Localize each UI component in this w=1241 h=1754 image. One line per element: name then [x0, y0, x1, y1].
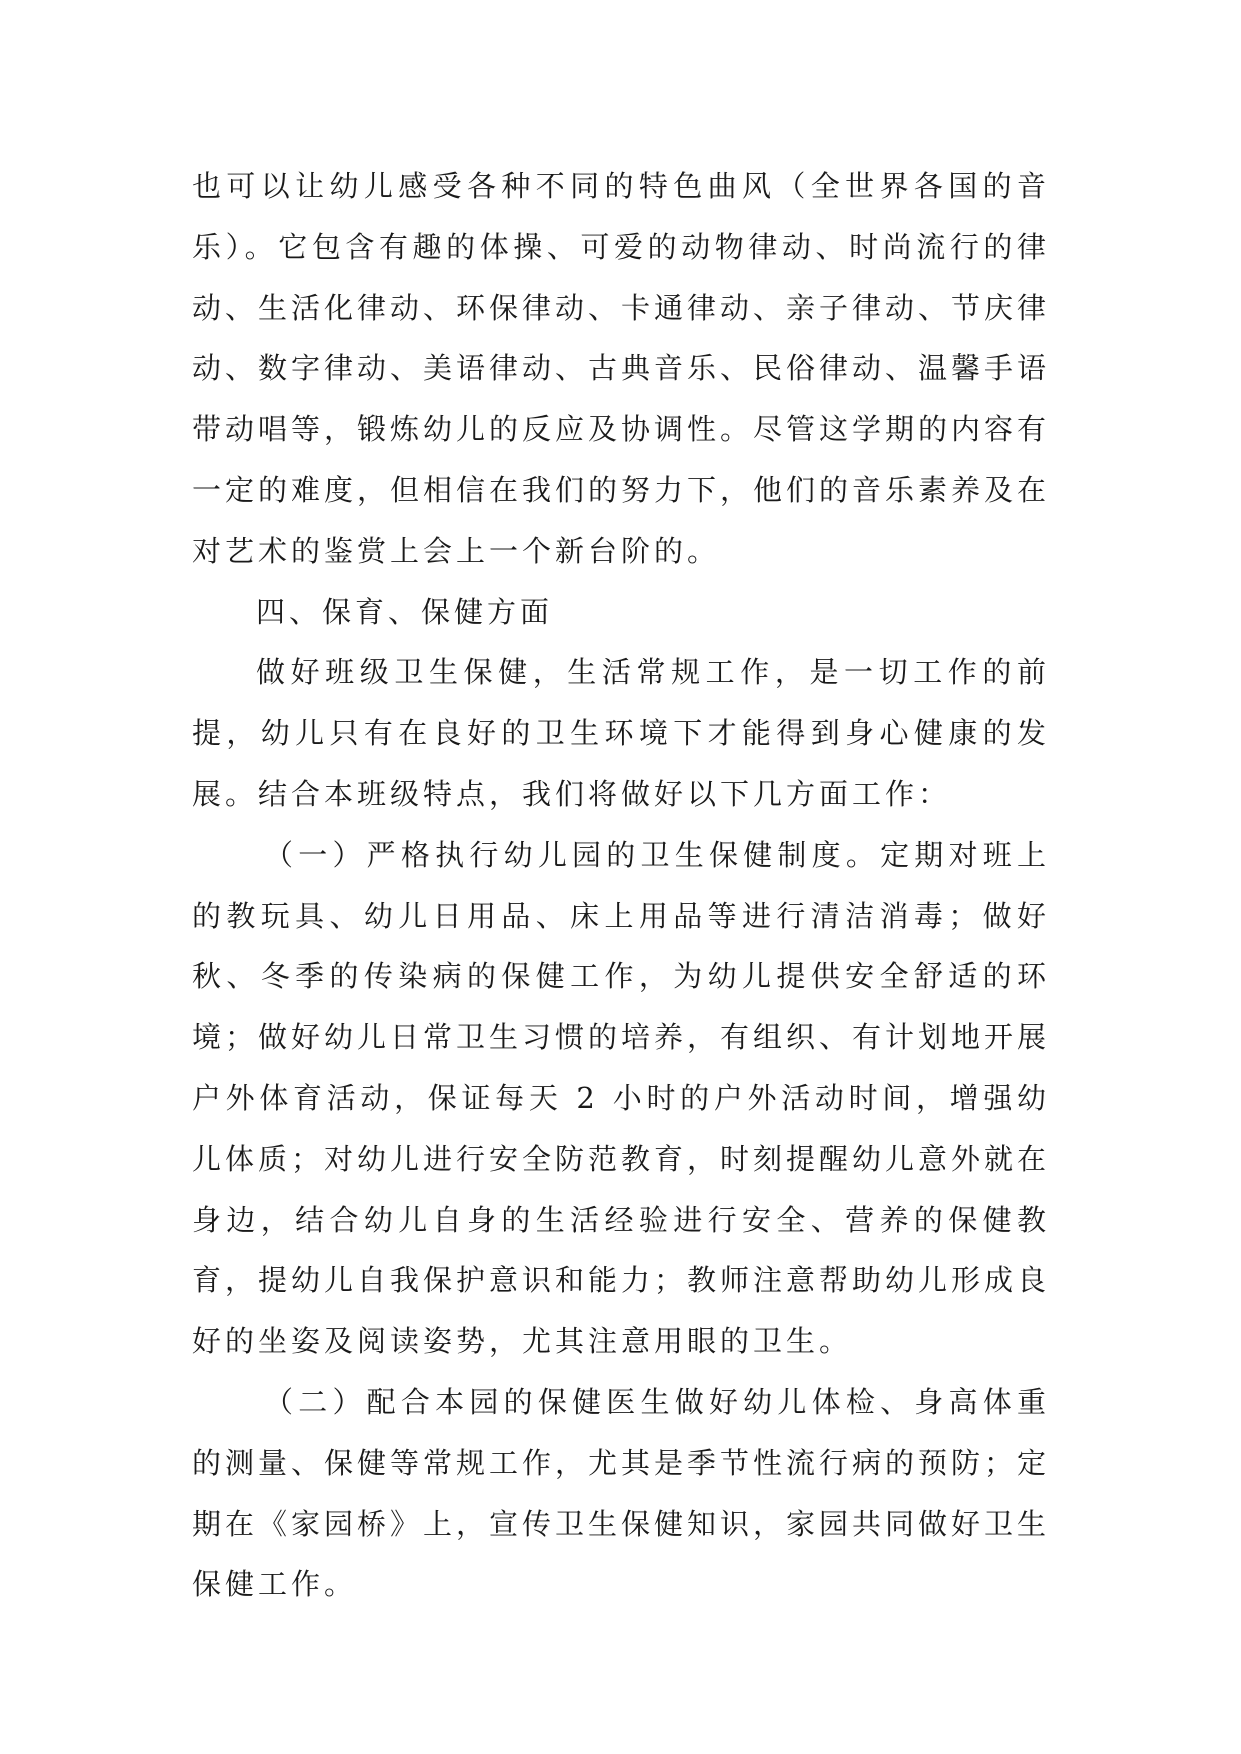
paragraph-item-two: （二）配合本园的保健医生做好幼儿体检、身高体重的测量、保健等常规工作，尤其是季节性流行病的预防；定期在《家园桥》上，宣传卫生保健知识，家园共同做好卫生保健工作。 — [192, 1384, 1051, 1602]
section-heading-childcare-health: 四、保育、保健方面 — [256, 594, 554, 629]
document-body — [192, 156, 1050, 1615]
paragraph-hygiene-intro: 做好班级卫生保健，生活常规工作，是一切工作的前提，幼儿只有在良好的卫生环境下才能得到身心健康的发展。结合本班级特点，我们将做好以下几方面工作： — [192, 655, 1050, 811]
paragraph-music-continuation: 也可以让幼儿感受各种不同的特色曲风（全世界各国的音乐）。它包含有趣的体操、可爱的动物律动、时尚流行的律动、生活化律动、环保律动、卡通律动、亲子律动、节庆律动、数字律动、美语律动、古典音乐、民俗律动、温馨手语带动唱等，锻炼幼儿的反应及协调性。尽管这学期的内容有一定的难度，但相信在我们的努力下，他们的音乐素养及在对艺术的鉴赏上会上一个新台阶的。 — [192, 169, 1051, 568]
paragraph-item-one: （一）严格执行幼儿园的卫生保健制度。定期对班上的教玩具、幼儿日用品、床上用品等进行清洁消毒；做好秋、冬季的传染病的保健工作，为幼儿提供安全舒适的环境；做好幼儿日常卫生习惯的培养，有组织、有计划地开展户外体育活动，保证每天 2 小时的户外活动时间，增强幼儿体质；对幼儿进行安全防范教育，时刻提醒幼儿意外就在身边，结合幼儿自身的生活经验进行安全、营养的保健教育，提幼儿自我保护意识和能力；教师注意帮助幼儿形成良好的坐姿及阅读姿势，尤其注意用眼的卫生。 — [192, 837, 1051, 1359]
